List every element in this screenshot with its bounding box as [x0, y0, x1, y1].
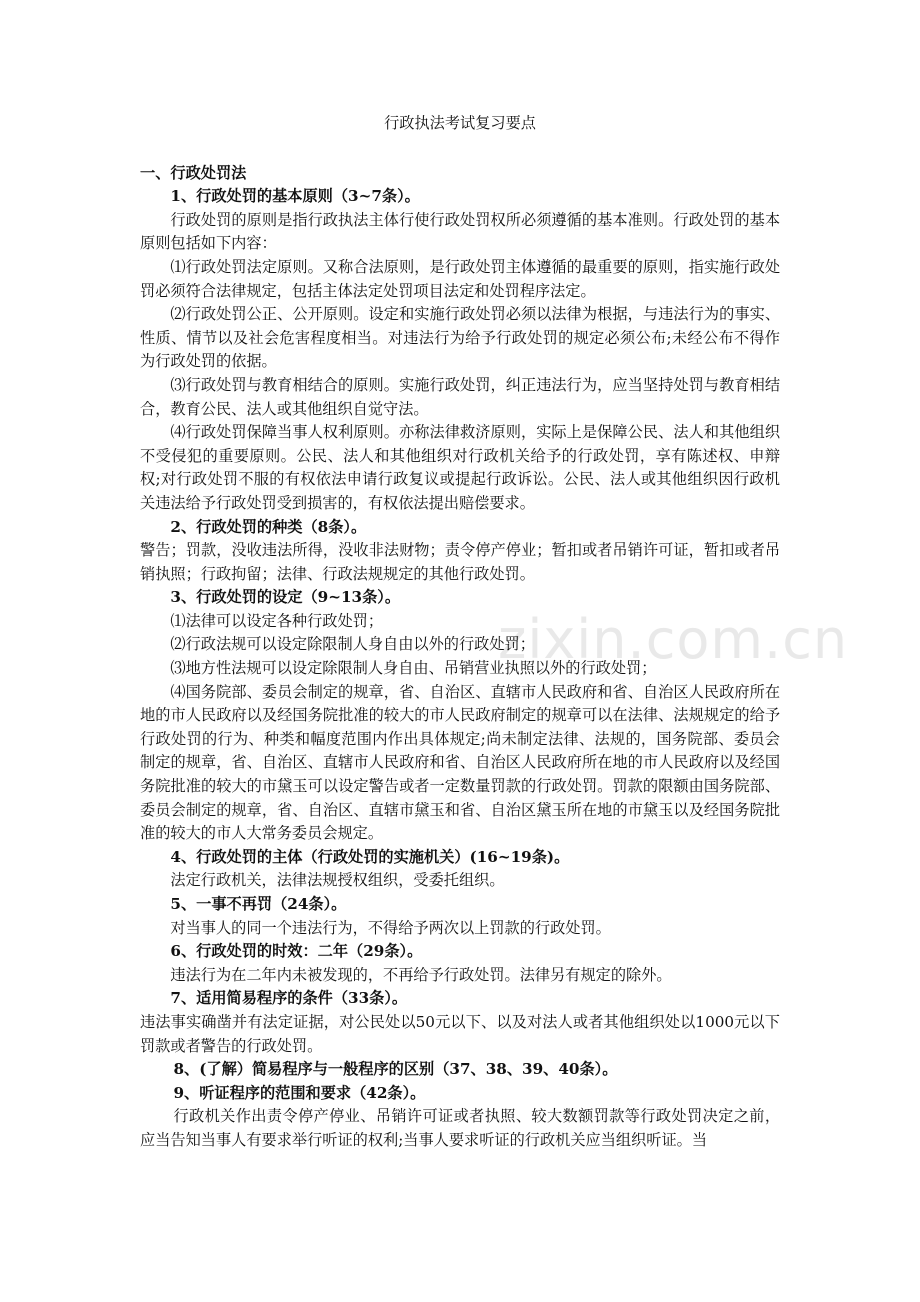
item-heading-5: 5、一事不再罚（24条）。 [170, 895, 347, 913]
paragraph: ⑵行政法规可以设定除限制人身自由以外的行政处罚； [170, 635, 535, 654]
paragraph: ⑷国务院部、委员会制定的规章，省、自治区、直辖市人民政府和省、自治区人民政府所在地的市人民政府以及经国务院批准的较大的市人民政府制定的规章可以在法律、法规规定的给予行政处罚的行为、种类和幅度范围内作出具体规定;尚未制定法律、法规的，国务院部、委员会制定的规章，省、自治区、直辖市人民政府和省、自治区人民政府所在地的市人民政府以及经国务院批准的较大的市黛玉可以设定警告或者一定数量罚款的行政处罚。罚款的限额由国务院部、委员会制定的规章，省、自治区、直辖市黛玉和省、自治区黛玉所在地的市黛玉以及经国务院批准的较大的市人大常务委员会规定。 [140, 682, 780, 843]
paragraph: 行政处罚的原则是指行政执法主体行使行政处罚权所必须遵循的基本准则。行政处罚的基本原则包括如下内容： [140, 210, 780, 253]
paragraph: 法定行政机关，法律法规授权组织，受委托组织。 [170, 871, 505, 890]
paragraph: 行政机关作出责令停产停业、吊销许可证或者执照、较大数额罚款等行政处罚决定之前，应当告知当事人有要求举行听证的权利;当事人要求听证的行政机关应当组织听证。当 [140, 1107, 780, 1149]
paragraph: ⑵行政处罚公正、公开原则。设定和实施行政处罚必须以法律为根据，与违法行为的事实、性质、情节以及社会危害程度相当。对违法行为给予行政处罚的规定必须公布;未经公布不得作为行政处罚的依据。 [140, 305, 780, 371]
item-heading-8: 8、(了解）简易程序与一般程序的区别（37、38、39、40条）。 [173, 1060, 618, 1079]
paragraph: ⑴法律可以设定各种行政处罚； [170, 611, 384, 630]
item-heading-6: 6、行政处罚的时效：二年（29条）。 [170, 942, 423, 961]
paragraph: 警告；罚款，没收违法所得，没收非法财物；责令停产停业；暂扣或者吊销许可证，暂扣或者吊销执照；行政拘留；法律、行政法规规定的其他行政处罚。 [140, 541, 780, 583]
paragraph: ⑷行政处罚保障当事人权利原则。亦称法律救济原则，实际上是保障公民、法人和其他组织不受侵犯的重要原则。公民、法人和其他组织对行政机关给予的行政处罚，享有陈述权、申辩权;对行政处罚不服的有权依法申请行政复议或提起行政诉讼。公民、法人或其他组织因行政机关违法给予行政处罚受到损害的，有权依法提出赔偿要求。 [140, 423, 780, 512]
paragraph: ⑶地方性法规可以设定除限制人身自由、吊销营业执照以外的行政处罚； [170, 659, 657, 678]
paragraph: ⑶行政处罚与教育相结合的原则。实施行政处罚，纠正违法行为，应当坚持处罚与教育相结合，教育公民、法人或其他组织自觉守法。 [140, 375, 780, 418]
item-heading-7: 7、适用简易程序的条件（33条）。 [170, 989, 408, 1008]
document-body [140, 110, 780, 1153]
section-heading: 一、行政处罚法 [140, 163, 247, 182]
paragraph: 对当事人的同一个违法行为，不得给予两次以上罚款的行政处罚。 [170, 918, 611, 937]
item-heading-3: 3、行政处罚的设定（9~13条）。 [170, 588, 401, 607]
item-heading-4: 4、行政处罚的主体（行政处罚的实施机关）(16~19条)。 [170, 847, 570, 866]
paragraph: 违法行为在二年内未被发现的，不再给予行政处罚。法律另有规定的除外。 [170, 965, 672, 984]
item-heading-9: 9、听证程序的范围和要求（42条）。 [173, 1083, 426, 1102]
item-heading-2: 2、行政处罚的种类（8条）。 [170, 517, 367, 536]
paragraph: ⑴行政处罚法定原则。又称合法原则，是行政处罚主体遵循的最重要的原则，指实施行政处罚必须符合法律规定，包括主体法定处罚项目法定和处罚程序法定。 [140, 257, 780, 300]
paragraph: 违法事实确凿并有法定证据，对公民处以50元以下、以及对法人或者其他组织处以1000元以下罚款或者警告的行政处罚。 [140, 1012, 780, 1055]
document-title: 行政执法考试复习要点 [384, 114, 536, 132]
item-heading-1: 1、行政处罚的基本原则（3~7条）。 [170, 187, 420, 206]
watermark: zixin.com.cn [498, 608, 849, 671]
